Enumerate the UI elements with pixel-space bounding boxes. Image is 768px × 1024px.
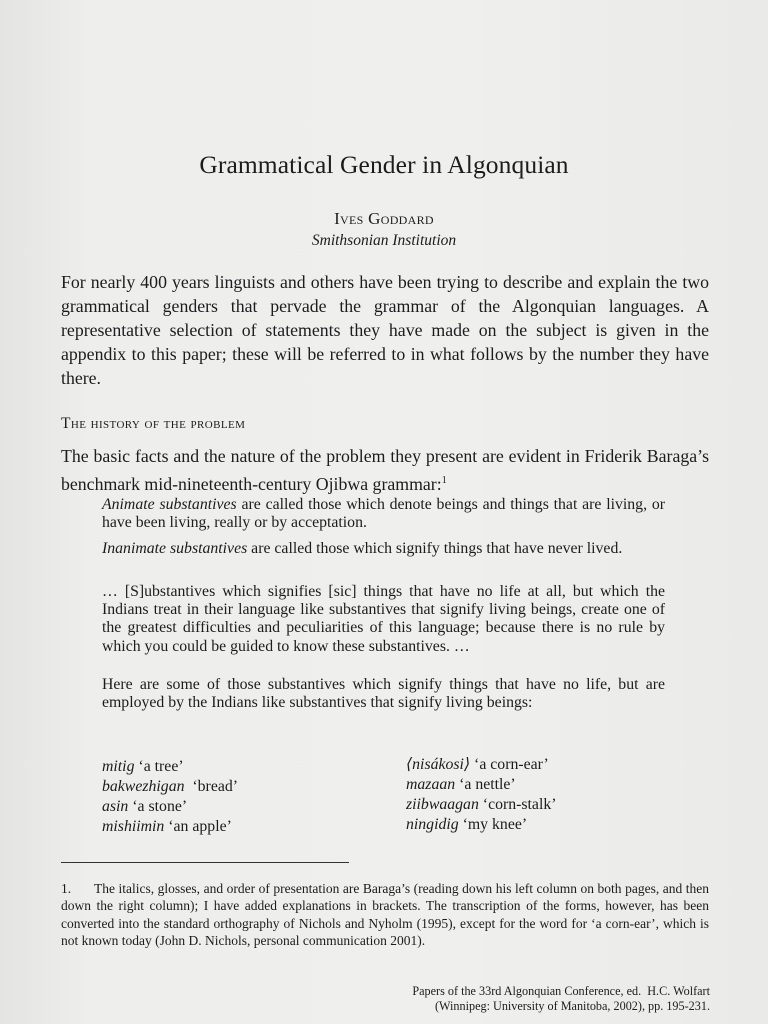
word-entry	[406, 795, 557, 815]
footnote	[61, 880, 709, 950]
ojibwa-word: mazaan	[406, 776, 456, 793]
block-quote-substantives: … [S]ubstantives which signifies [sic] things that have no life at all, but which the Indians treat in their language like substantives that signify living beings, create one of the greatest difficulties and peculiarities of this language; because there is no rule by which you could be guided to know these substantives. …	[102, 583, 665, 655]
publication-line: Papers of the 33rd Algonquian Conference, ed. H.C. Wolfart	[412, 984, 710, 998]
quote-term: Inanimate substantives	[102, 540, 248, 557]
body-paragraph	[61, 444, 709, 496]
footnote-rule	[61, 862, 349, 863]
paper-title: Grammatical Gender in Algonquian	[199, 150, 569, 179]
author-affiliation: Smithsonian Institution	[311, 232, 457, 249]
footnote-number: 1.	[61, 881, 72, 896]
publication-line: (Winnipeg: University of Manitoba, 2002), pp. 195-231.	[434, 999, 710, 1013]
word-entry	[102, 757, 238, 777]
word-entry	[102, 797, 238, 817]
ojibwa-word: mishiimin	[102, 818, 165, 835]
ojibwa-word: ningidig	[406, 816, 459, 833]
publication-info	[412, 984, 710, 1014]
footnote-text: The italics, glosses, and order of presentation are Baraga’s (reading down his left column on both pages, and then down the right column); I have added explanations in brackets. The transcription of the forms, however, has been converted into the standard orthography of Nichols and Nyholm (1995), except for the word for ‘a corn-ear’, which is not known today (John D. Nichols, personal communication 2001).	[61, 881, 709, 949]
body-paragraph-text: The basic facts and the nature of the problem they present are evident in Friderik Baraga’s benchmark mid-nineteenth-century Ojibwa grammar:	[61, 446, 709, 494]
author-name: Ives Goddard	[334, 209, 434, 228]
word-gloss: ‘bread’	[184, 778, 238, 795]
intro-paragraph: For nearly 400 years linguists and others have been trying to describe and explain the two grammatical genders that pervade the grammar of the Algonquian languages. A representative selection of statements they have made on the subject is given in the appendix to this paper; these will be referred to in what follows by the number they have there.	[61, 272, 709, 389]
ojibwa-word: asin	[102, 798, 129, 815]
ojibwa-word: bakwezhigan	[102, 778, 185, 795]
word-entry	[406, 775, 557, 795]
footnote-marker: 1	[441, 474, 447, 486]
word-gloss: ‘a nettle’	[455, 776, 516, 793]
word-entry	[102, 817, 238, 837]
word-list-left	[102, 757, 238, 837]
word-list-right	[406, 755, 557, 835]
ojibwa-word: mitig	[102, 758, 135, 775]
quote-text: are called those which signify things that have never lived.	[247, 540, 623, 557]
word-entry	[406, 815, 557, 835]
word-gloss: ‘a tree’	[134, 758, 184, 775]
section-heading: The history of the problem	[61, 415, 246, 432]
quote-text: are called those which denote beings and things that are living, or have been living, really or by acceptation.	[102, 496, 665, 532]
word-gloss: ‘corn-stalk’	[478, 796, 557, 813]
word-gloss: ‘my knee’	[458, 816, 528, 833]
ojibwa-word: ⟨nisákosi⟩	[406, 756, 471, 773]
word-gloss: ‘a stone’	[128, 798, 188, 815]
block-quote-examples-intro: Here are some of those substantives which signify things that have no life, but are employed by the Indians like substantives that signify living beings:	[102, 676, 665, 712]
word-entry	[406, 755, 557, 775]
word-entry	[102, 777, 238, 797]
block-quote-inanimate	[102, 540, 665, 558]
block-quote-animate	[102, 496, 665, 532]
quote-term: Animate substantives	[102, 496, 237, 513]
ojibwa-word: ziibwaagan	[406, 796, 479, 813]
word-gloss: ‘an apple’	[164, 818, 232, 835]
word-gloss: ‘a corn-ear’	[470, 756, 549, 773]
